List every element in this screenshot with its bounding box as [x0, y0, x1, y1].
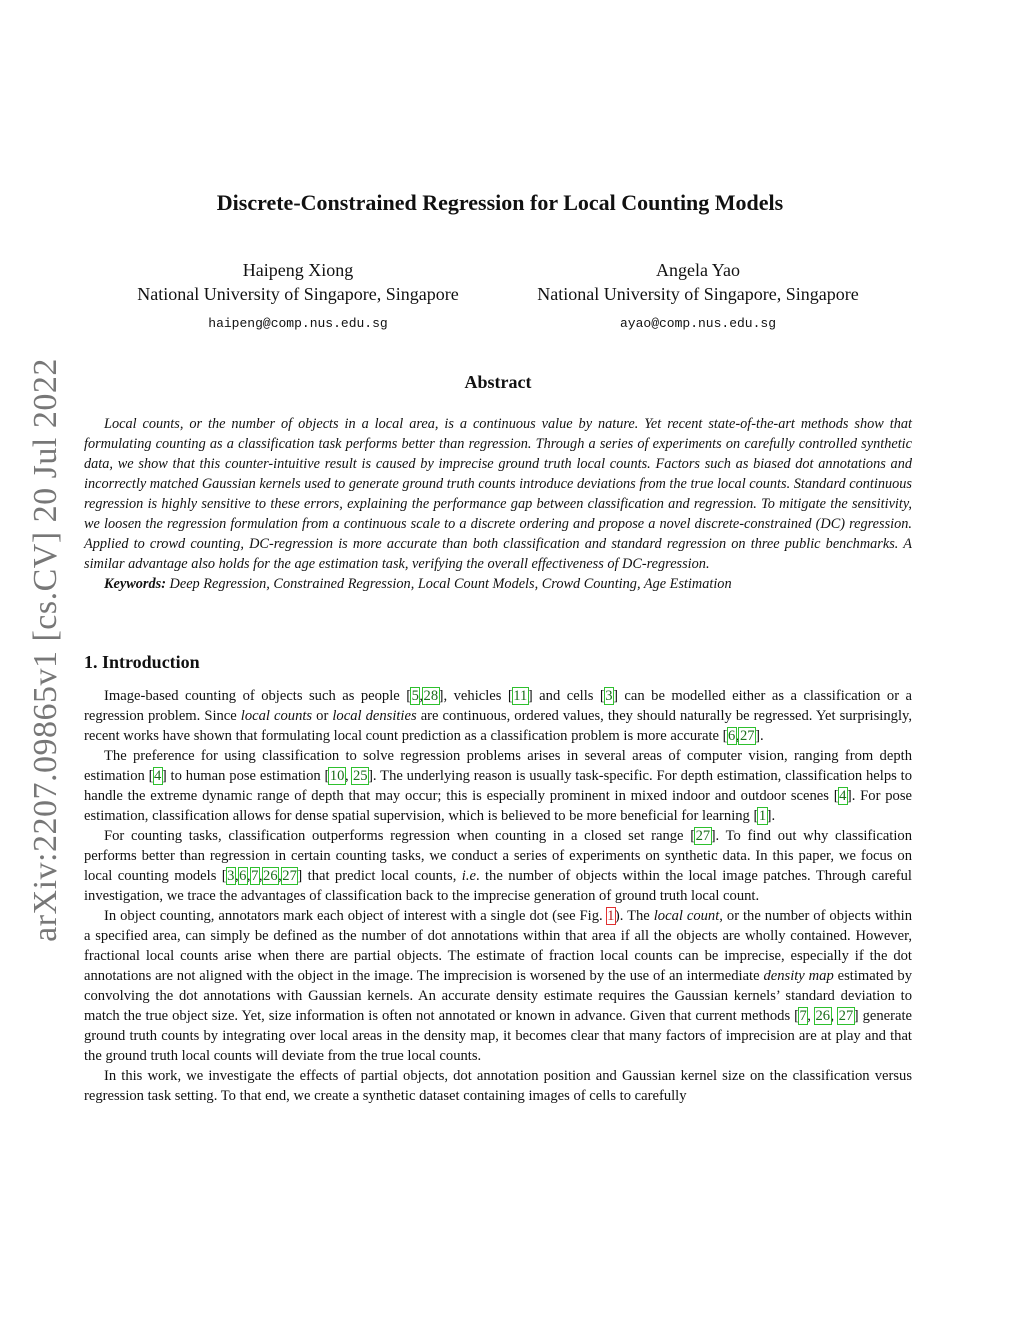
arxiv-side-stamp: arXiv:2207.09865v1 [cs.CV] 20 Jul 2022: [27, 358, 64, 942]
citation-link[interactable]: 7: [251, 868, 259, 884]
section-heading-introduction: 1. Introduction: [84, 652, 200, 672]
author-1-email[interactable]: haipeng@comp.nus.edu.sg: [208, 316, 388, 331]
emphasis: local densities: [332, 708, 417, 724]
citation-link[interactable]: 6: [239, 868, 247, 884]
emphasis: local count: [653, 908, 720, 924]
author-1: [88, 258, 508, 336]
text-run: ,: [735, 728, 740, 744]
citation-link[interactable]: 10: [329, 768, 345, 784]
author-1-name: Haipeng Xiong: [242, 260, 354, 280]
figure-link[interactable]: 1: [607, 908, 615, 924]
keywords-text: Deep Regression, Constrained Regression, Local Count Models, Crowd Counting, Age Estimation: [169, 576, 732, 592]
abstract-text: Local counts, or the number of objects in a local area, is a continuous value by nature. Yet recent state-of-the-art methods show that formulating counting as a classification task performs better than regression. Through a series of experiments on carefully controlled synthetic data, we show that this counter-intuitive result is caused by imprecise ground truth local counts. Factors such as biased dot annotations and incorrectly matched Gaussian kernels used to generate ground truth counts introduce deviations from the true local counts. Standard continuous regression is highly sensitive to these errors, explaining the performance gap between classification and regression. To mitigate the sensitivity, we loosen the regression formulation from a continuous scale to a discrete ordering and propose a novel discrete-constrained (DC) regression. Applied to crowd counting, DC-regression is more accurate than both classification and standard regression on three public benchmarks. A similar advantage also holds for the age estimation task, verifying the overall effectiveness of DC-regression.: [84, 416, 912, 572]
citation-link[interactable]: 4: [154, 768, 162, 784]
text-run: The preference for using classification to solve regression problems arises in several areas of computer vision, ranging from depth estimation [: [84, 748, 912, 784]
text-run: ). The: [614, 908, 654, 924]
citation-link[interactable]: 3: [605, 688, 613, 704]
intro-paragraph-3: [84, 826, 912, 906]
text-run: ,: [278, 868, 282, 884]
author-2-name: Angela Yao: [656, 260, 740, 280]
text-run: ] and cells [: [527, 688, 605, 704]
abstract-heading: Abstract: [464, 372, 532, 392]
text-run: ,: [419, 688, 424, 704]
author-2-email[interactable]: ayao@comp.nus.edu.sg: [619, 316, 777, 331]
intro-paragraph-5: In this work, we investigate the effects of partial objects, dot annotation position and Gaussian kernel size on the classification versus regression task setting. To that end, we create a synthetic dataset containing images of cells to carefully: [84, 1068, 912, 1104]
text-run: ].: [755, 728, 764, 744]
text-run: ] generate ground truth counts by integrating over local areas in the density map, it becomes clear that many factors of imprecision are at play and that the ground truth local counts will deviate from the true local counts.: [84, 1008, 913, 1064]
text-run: ], vehicles [: [438, 688, 513, 704]
citation-link[interactable]: 25: [352, 768, 368, 784]
text-run: estimated by convolving the dot annotations with Gaussian kernels. An accurate density estimate requires the Gaussian kernels’ standard deviation to match the true object size. Yet, size information is often not annotated or known in advance. Given that current methods [: [84, 968, 912, 1024]
citation-link[interactable]: 3: [227, 868, 235, 884]
emphasis: local counts: [240, 708, 313, 724]
citation-link[interactable]: 6: [728, 728, 736, 744]
text-run: ,: [258, 868, 263, 884]
citation-link[interactable]: 26: [263, 868, 278, 884]
text-run: ].: [766, 808, 776, 824]
text-run: or: [312, 708, 333, 724]
text-run: ] to human pose estimation [: [161, 768, 330, 784]
citation-link[interactable]: 5: [411, 688, 419, 704]
keywords-line: [84, 574, 912, 594]
text-run: ] can be modelled either as a classification or a regression problem. Since: [84, 688, 913, 724]
text-run: ]. For pose estimation, classification allows for dense spatial supervision, which is believed to be more beneficial for learning [: [84, 788, 912, 824]
text-run: ]. The underlying reason is usually task-specific. For depth estimation, classification helps to handle the extreme dynamic range of depth that may occur; this is especially prominent in mixed indoor and outdoor scenes [: [84, 768, 913, 804]
emphasis: density map: [763, 968, 834, 984]
text-run: ,: [344, 768, 353, 784]
text-run: . the number of objects within the local image patches. Through careful investigation, we trace the advantages of classification back to the imprecise generation of ground truth local count.: [84, 868, 912, 904]
text-run: ,: [234, 868, 239, 884]
abstract: [84, 414, 912, 594]
citation-link[interactable]: 28: [423, 688, 439, 704]
citation-link[interactable]: 4: [839, 788, 847, 804]
keywords-label: Keywords:: [104, 576, 166, 592]
citation-link[interactable]: 1: [758, 808, 767, 824]
text-run: Image-based counting of objects such as people [: [104, 688, 412, 704]
text-run: are continuous, ordered values, they should naturally be regressed. Yet surprisingly, recent works have shown that formulating local count prediction as a classification problem is more accurate [: [84, 708, 912, 744]
citation-link[interactable]: 26: [815, 1008, 831, 1024]
text-run: ]. To find out why classification performs better than regression in certain counting tasks, we conduct a series of experiments on synthetic data. In this paper, we focus on local counting models [: [84, 828, 912, 884]
text-run: For counting tasks, classification outperforms regression when counting in a closed set range [: [104, 828, 696, 844]
intro-paragraph-4: [84, 906, 912, 1066]
intro-paragraph-1: [84, 686, 912, 746]
emphasis: i.e: [461, 868, 476, 884]
citation-link[interactable]: 27: [838, 1008, 854, 1024]
citation-link[interactable]: 11: [513, 688, 528, 704]
intro-paragraph-2: [84, 746, 912, 826]
author-2: [488, 258, 908, 336]
citation-link[interactable]: 7: [799, 1008, 807, 1024]
text-run: , or the number of objects within a specified area, can simply be defined as the number of dot annotations within that area if all the objects are wholly contained. However, fractional local counts arise when there are partial objects. The estimate of fraction local counts can be imprecise, especially if the dot annotations are not aligned with the object in the image. The imprecision is worsened by the use of an intermediate: [84, 908, 912, 984]
text-run: ,: [246, 868, 251, 884]
text-run: ,: [807, 1008, 815, 1024]
citation-link[interactable]: 27: [695, 828, 711, 844]
author-1-affiliation: National University of Singapore, Singapore: [137, 284, 459, 304]
author-2-affiliation: National University of Singapore, Singapore: [537, 284, 859, 304]
text-run: ,: [830, 1008, 839, 1024]
text-run: In object counting, annotators mark each object of interest with a single dot (see Fig.: [104, 908, 607, 924]
text-run: ] that predict local counts,: [297, 868, 462, 884]
introduction-body: [84, 686, 912, 1106]
citation-link[interactable]: 27: [739, 728, 755, 744]
paper-title: Discrete-Constrained Regression for Local Counting Models: [216, 190, 784, 215]
citation-link[interactable]: 27: [282, 868, 297, 884]
